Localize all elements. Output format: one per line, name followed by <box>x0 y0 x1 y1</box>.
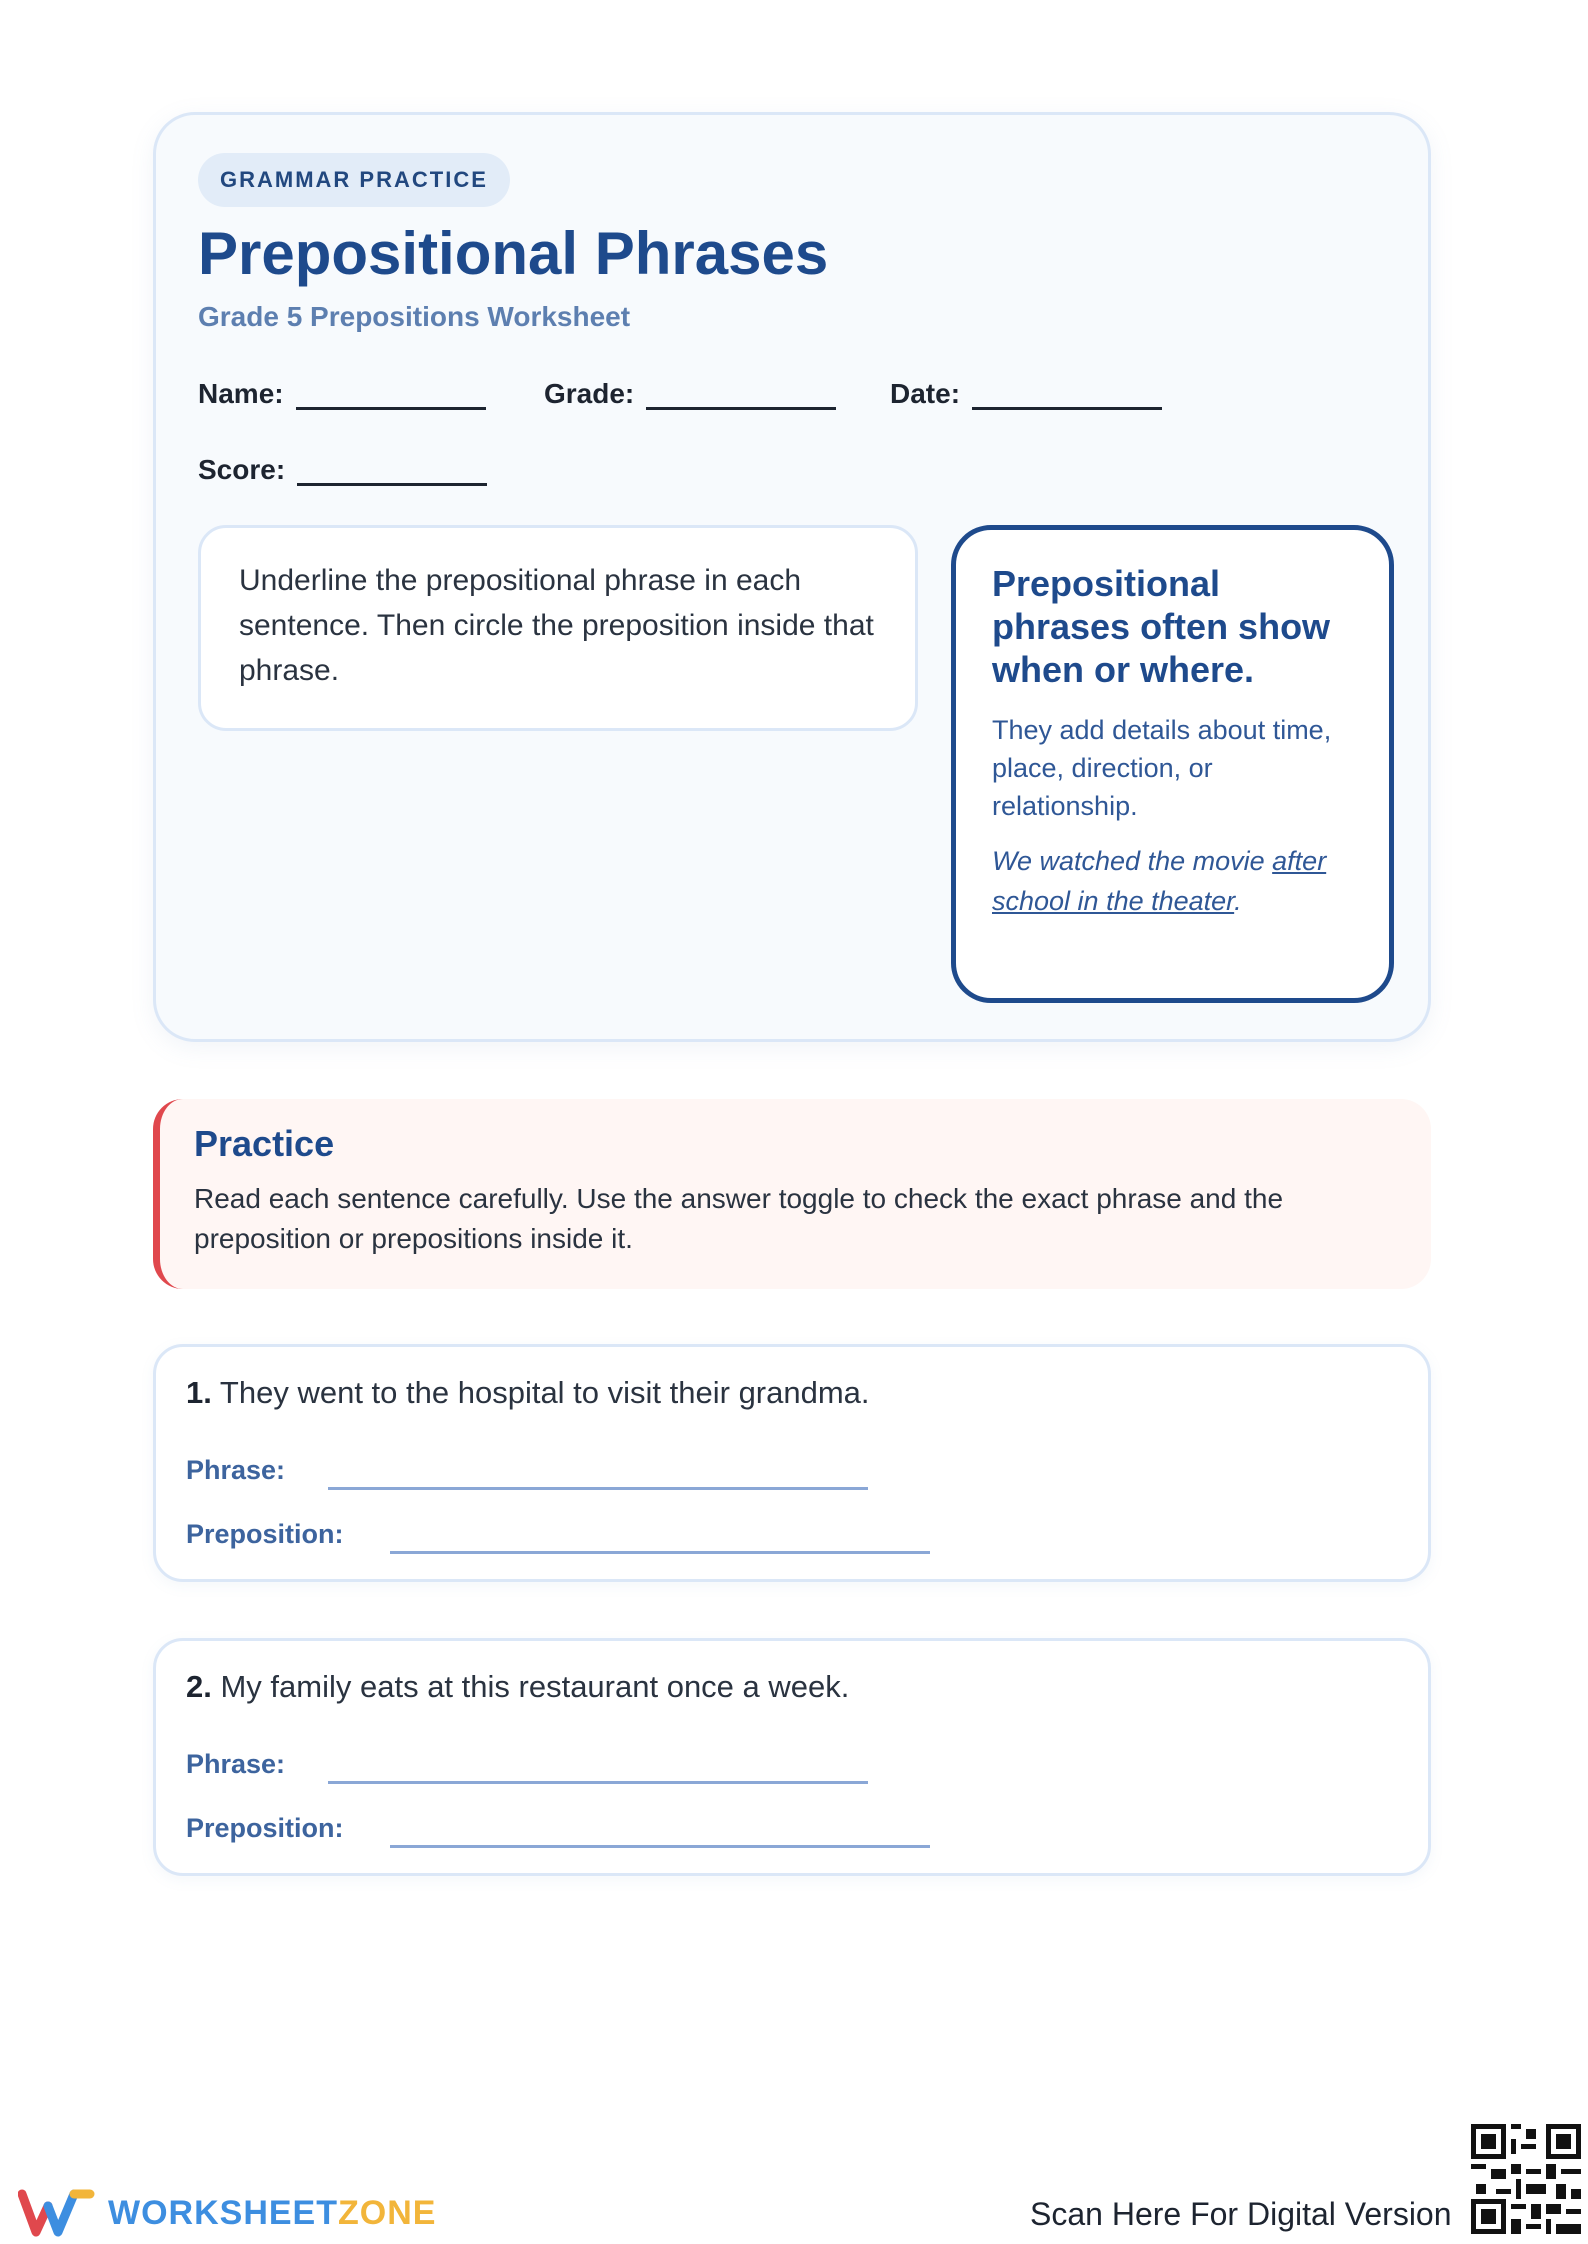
question-card-1 <box>153 1344 1431 1582</box>
question-2-text <box>186 1669 849 1705</box>
name-field[interactable] <box>198 377 486 410</box>
qr-code-icon[interactable] <box>1471 2124 1581 2234</box>
tip-example-end: . <box>1234 886 1242 916</box>
name-label: Name: <box>198 378 284 409</box>
score-field[interactable] <box>198 453 487 486</box>
question-2-preposition-blank[interactable] <box>390 1845 930 1848</box>
scan-text: Scan Here For Digital Version <box>1030 2196 1452 2232</box>
question-1-sentence: They went to the hospital to visit their grandma. <box>219 1375 870 1410</box>
name-blank[interactable] <box>296 377 486 410</box>
question-2-phrase-blank[interactable] <box>328 1781 868 1784</box>
instructions-text: Underline the prepositional phrase in each sentence. Then circle the preposition inside that phrase. <box>239 564 874 687</box>
question-1-text <box>186 1375 870 1411</box>
question-2-number: 2. <box>186 1669 212 1704</box>
grade-label: Grade: <box>544 378 635 409</box>
brand-name <box>108 2194 436 2233</box>
page-title: Prepositional Phrases <box>198 220 829 287</box>
score-blank[interactable] <box>297 453 487 486</box>
practice-card <box>153 1099 1431 1289</box>
page-subtitle: Grade 5 Prepositions Worksheet <box>198 301 631 332</box>
practice-title: Practice <box>194 1123 335 1164</box>
question-1-phrase-label: Phrase: <box>186 1455 286 1485</box>
question-2-sentence: My family eats at this restaurant once a week. <box>220 1669 850 1704</box>
date-blank[interactable] <box>972 377 1162 410</box>
category-pill: GRAMMAR PRACTICE <box>198 153 510 207</box>
question-1-phrase-blank[interactable] <box>328 1487 868 1490</box>
question-1-preposition-label: Preposition: <box>186 1519 344 1549</box>
question-1-number: 1. <box>186 1375 212 1410</box>
tip-box <box>951 525 1394 1003</box>
brand-logo[interactable] <box>18 2188 436 2238</box>
question-1-preposition-blank[interactable] <box>390 1551 930 1554</box>
question-card-2 <box>153 1638 1431 1876</box>
tip-example-phrase: after school in the theater <box>992 846 1327 916</box>
score-label: Score: <box>198 454 286 485</box>
tip-example-plain: We watched the movie <box>992 846 1265 876</box>
tip-body: They add details about time, place, direction, or relationship. <box>992 715 1332 821</box>
instructions-box <box>198 525 918 731</box>
question-2-preposition-label: Preposition: <box>186 1813 344 1843</box>
date-label: Date: <box>890 378 961 409</box>
tip-heading: Prepositional phrases often show when or where. <box>992 563 1331 690</box>
grade-field[interactable] <box>544 377 836 410</box>
header-card <box>153 112 1431 1042</box>
practice-text: Read each sentence carefully. Use the answer toggle to check the exact phrase and the preposition or prepositions inside it. <box>194 1183 1284 1254</box>
brand-name-part2: ZONE <box>338 2193 437 2232</box>
grade-blank[interactable] <box>646 377 836 410</box>
brand-name-part1: WORKSHEET <box>108 2193 338 2232</box>
question-2-phrase-label: Phrase: <box>186 1749 286 1779</box>
tip-example <box>992 841 1353 921</box>
worksheetzone-logo-icon <box>18 2188 98 2238</box>
date-field[interactable] <box>890 377 1162 410</box>
